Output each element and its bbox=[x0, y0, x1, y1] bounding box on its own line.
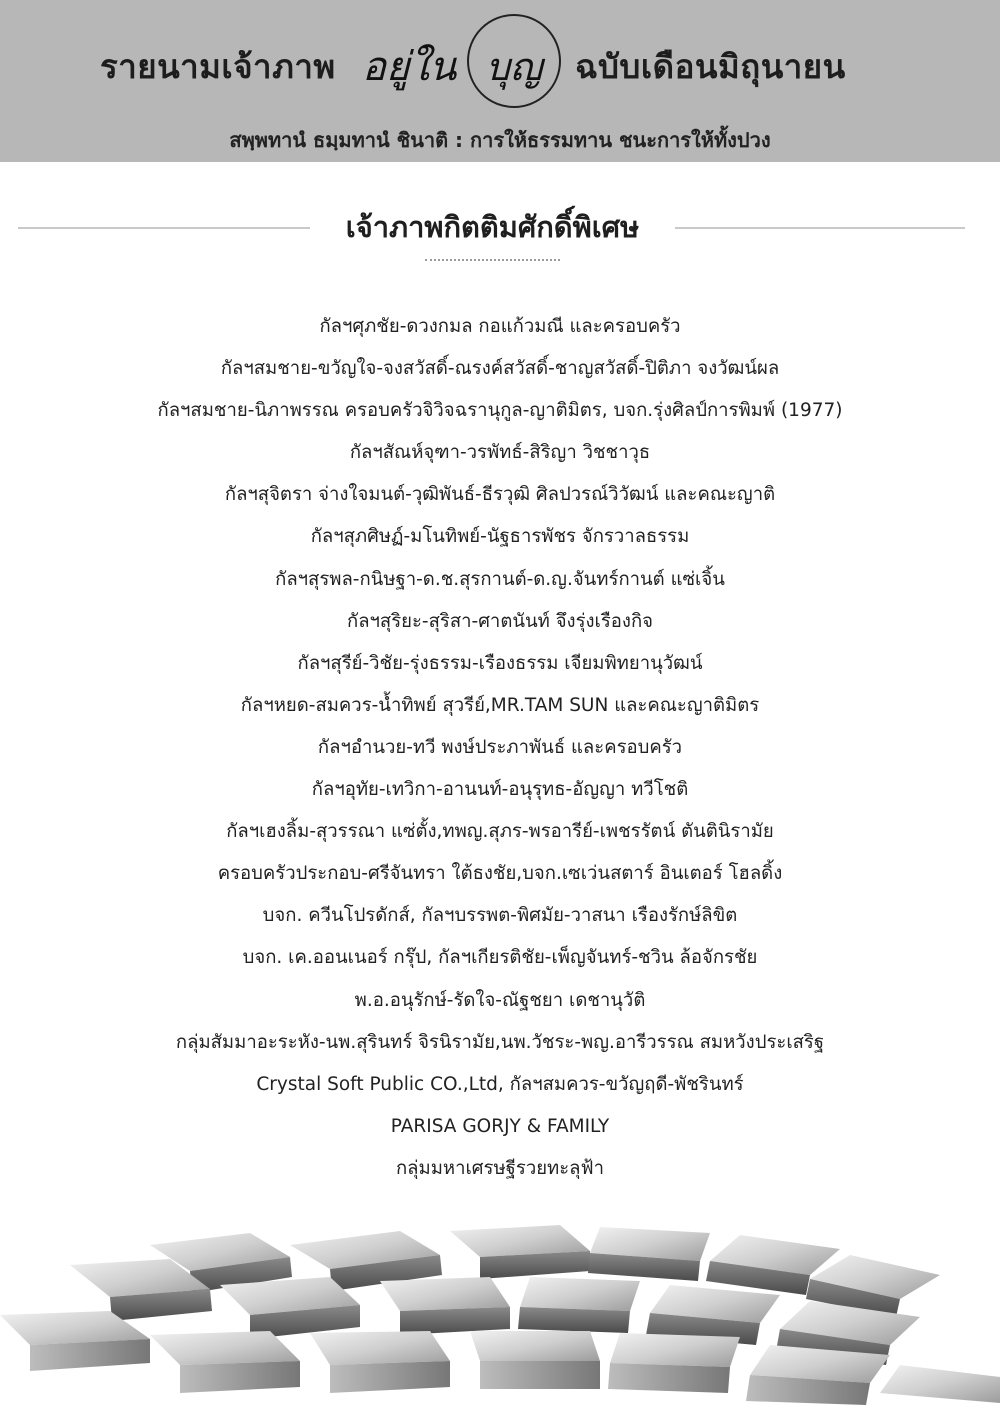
donor-entry: ครอบครัวประกอบ-ศรีจันทรา ใต้ธงชัย,บจก.เซเว่นสตาร์ อินเตอร์ โฮลดิ้ง bbox=[217, 863, 783, 885]
donor-entry: Crystal Soft Public CO.,Ltd, กัลฯสมควร-ขวัญฤดี-พัชรินทร์ bbox=[256, 1073, 744, 1095]
silver-bars-image bbox=[0, 1205, 1000, 1405]
page-title-left: รายนามเจ้าภาพ bbox=[100, 47, 336, 86]
logo-script-text: อยู่ใน bbox=[362, 44, 457, 90]
donor-entry: กัลฯเฮงลิ้ม-สุวรรณา แซ่ตั้ง,ทพญ.สุภร-พรอารีย์-เพชรรัตน์ ตันตินิรามัย bbox=[226, 821, 774, 843]
donor-entry: กัลฯศุภชัย-ดวงกมล กอแก้วมณี และครอบครัว bbox=[319, 316, 681, 337]
dotted-divider bbox=[425, 259, 560, 261]
page-title-right: ฉบับเดือนมิถุนายน bbox=[575, 47, 846, 86]
donor-entry: กัลฯสุภศิษฏ์-มโนทิพย์-นัฐธารพัชร จักรวาลธรรม bbox=[310, 526, 690, 548]
donor-entry: กัลฯสัณห์จุฑา-วรพัทธ์-สิริญา วิชชาวุธ bbox=[349, 442, 651, 464]
donor-entry: พ.อ.อนุรักษ์-รัดใจ-ณัฐชยา เดชานุวัติ bbox=[354, 989, 646, 1011]
motto: สพฺพทานํ ธมฺมทานํ ชินาติ : การให้ธรรมทาน ชนะการให้ทั้งปวง bbox=[229, 128, 771, 152]
logo-circle bbox=[467, 14, 561, 108]
section-heading bbox=[0, 198, 1000, 258]
donor-entry: กลุ่มสัมมาอะระหัง-นพ.สุรินทร์ จิรนิรามัย,นพ.วัชระ-พญ.อารีวรรณ สมหวังประเสริฐ bbox=[175, 1031, 825, 1053]
donor-entry: กัลฯสมชาย-ขวัญใจ-จงสวัสดิ์-ณรงค์สวัสดิ์-ชาญสวัสดิ์-ปิติภา จงวัฒน์ผล bbox=[220, 358, 780, 380]
section-title: เจ้าภาพกิตติมศักดิ์พิเศษ bbox=[345, 210, 640, 244]
divider-left bbox=[18, 227, 310, 229]
donor-entry: กลุ่มมหาเศรษฐีรวยทะลุฟ้า bbox=[395, 1157, 605, 1179]
donor-entry: PARISA GORJY & FAMILY bbox=[390, 1115, 610, 1137]
donor-entry: กัลฯสุรพล-กนิษฐา-ด.ช.สุรกานต์-ด.ญ.จันทร์กานต์ แซ่เจิ้น bbox=[275, 568, 725, 590]
donor-entry: บจก. เค.ออนเนอร์ กรุ๊ป, กัลฯเกียรติชัย-เพ็ญจันทร์-ชวิน ล้อจักรชัย bbox=[242, 947, 758, 969]
donor-entry: กัลฯสมชาย-นิภาพรรณ ครอบครัวจิวิจฉรานุกูล-ญาติมิตร, บจก.รุ่งศิลป์การพิมพ์ (1977) bbox=[157, 400, 843, 422]
logo-circle-text: บุญ bbox=[485, 45, 543, 89]
divider-right bbox=[675, 227, 965, 229]
header-banner bbox=[0, 0, 1000, 162]
donor-entry: กัลฯอำนวย-ทวี พงษ์ประภาพันธ์ และครอบครัว bbox=[317, 736, 683, 758]
donor-entry: กัลฯสุจิตรา จ่างใจมนต์-วุฒิพันธ์-ธีรวุฒิ ศิลปวรณ์วิวัฒน์ และคณะญาติ bbox=[224, 484, 776, 506]
donor-entry: กัลฯหยด-สมควร-น้ำทิพย์ สุวรีย์,MR.TAM SUN และคณะญาติมิตร bbox=[240, 694, 760, 716]
donor-entry: กัลฯอุทัย-เทวิกา-อานนท์-อนุรุทธ-อัญญา ทวีโชติ bbox=[311, 779, 689, 801]
donor-entry: กัลฯสุริยะ-สุริสา-ศาตนันท์ จึงรุ่งเรืองกิจ bbox=[347, 610, 653, 632]
donor-entry: บจก. ควีนโปรดักส์, กัลฯบรรพต-พิศมัย-วาสนา เรืองรักษ์ลิขิต bbox=[262, 905, 738, 927]
donor-list bbox=[0, 306, 1000, 1190]
donor-entry: กัลฯสุรีย์-วิชัย-รุ่งธรรม-เรืองธรรม เจียมพิทยานุวัฒน์ bbox=[297, 652, 703, 674]
